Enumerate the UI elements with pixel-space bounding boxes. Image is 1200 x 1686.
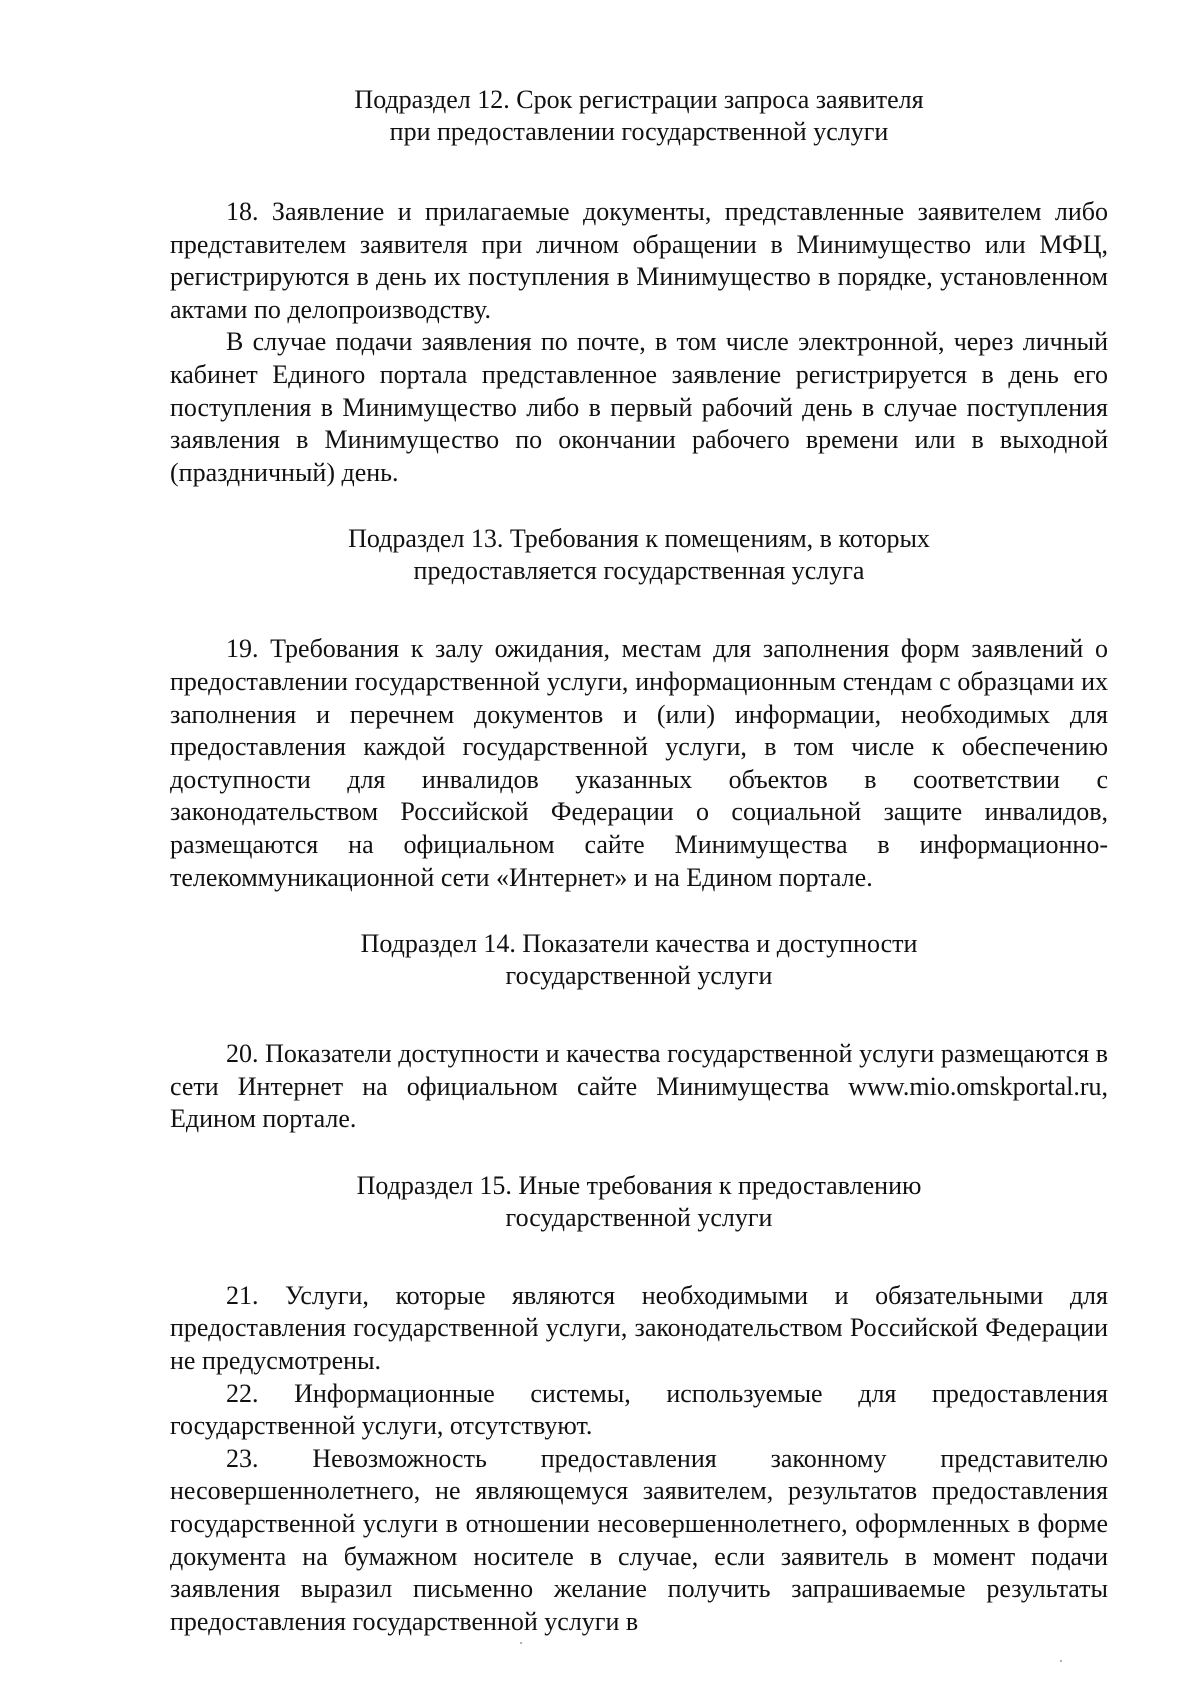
- section-15-heading-line-1: Подраздел 15. Иные требования к предоставлению: [356, 1170, 922, 1200]
- section-14-heading-line-2: государственной услуги: [505, 961, 773, 991]
- paragraph-20: 20. Показатели доступности и качества государственной услуги размещаются в сети Интернет на официальном сайте Минимущества www.mio.omskportal.ru, Едином портале.: [170, 1039, 1108, 1134]
- section-12-heading-line-2: при предоставлении государственной услуги: [389, 117, 889, 146]
- section-12-heading: [170, 84, 1108, 148]
- paragraph-18: 18. Заявление и прилагаемые документы, представленные заявителем либо представителем заявителя при личном обращении в Минимущество или МФЦ, регистрируются в день их поступления в Минимущество в порядке, установленном актами по делопроизводству.: [170, 197, 1108, 324]
- section-13-heading-line-1: Подраздел 13. Требования к помещениям, в которых: [348, 524, 930, 554]
- paragraph-22: 22. Информационные системы, используемые для предоставления государственной услуги, отсутствуют.: [170, 1378, 1108, 1441]
- section-14-heading: [170, 928, 1108, 992]
- paragraph-21: 21. Услуги, которые являются необходимыми и обязательными для предоставления государственной услуги, законодательством Российской Федерации не предусмотрены.: [170, 1280, 1108, 1376]
- paragraph-18-continued: В случае подачи заявления по почте, в том числе электронной, через личный кабинет Единого портала представленное заявление регистрируется в день его поступления в Минимущество либо в первый рабочий день в случае поступления заявления в Минимущество по окончании рабочего времени или в выходной (праздничный) день.: [170, 327, 1108, 487]
- paragraph-23: 23. Невозможность предоставления законному представителю несовершеннолетнего, не являющемуся заявителем, результатов предоставления государственной услуги в отношении несовершеннолетнего, оформленных в форме документа на бумажном носителе в случае, если заявитель в момент подачи заявления выразил письменно желание получить запрашиваемые результаты предоставления государственной услуги в: [170, 1443, 1108, 1636]
- paragraph-19: 19. Требования к залу ожидания, местам для заполнения форм заявлений о предоставлении государственной услуги, информационным стендам с образцами их заполнения и перечнем документов и (или) информации, необходимых для предоставления каждой государственной услуги, в том числе к обеспечению доступности для инвалидов указанных объектов в соответствии с законодательством Российской Федерации о социальной защите инвалидов, размещаются на официальном сайте Минимущества в информационно-телекоммуникационной сети «Интернет» и на Едином портале.: [170, 634, 1108, 892]
- scan-speck: [1060, 1660, 1062, 1662]
- document-page: [170, 84, 1108, 1638]
- section-13-heading-line-2: предоставляется государственная услуга: [413, 556, 865, 586]
- scan-speck: [520, 1642, 522, 1644]
- section-14-heading-line-1: Подраздел 14. Показатели качества и доступности: [360, 929, 918, 959]
- section-15-heading: [170, 1170, 1108, 1234]
- section-15-heading-line-2: государственной услуги: [505, 1202, 773, 1232]
- section-13-heading: [170, 523, 1108, 587]
- section-12-heading-line-1: Подраздел 12. Срок регистрации запроса заявителя: [354, 85, 924, 114]
